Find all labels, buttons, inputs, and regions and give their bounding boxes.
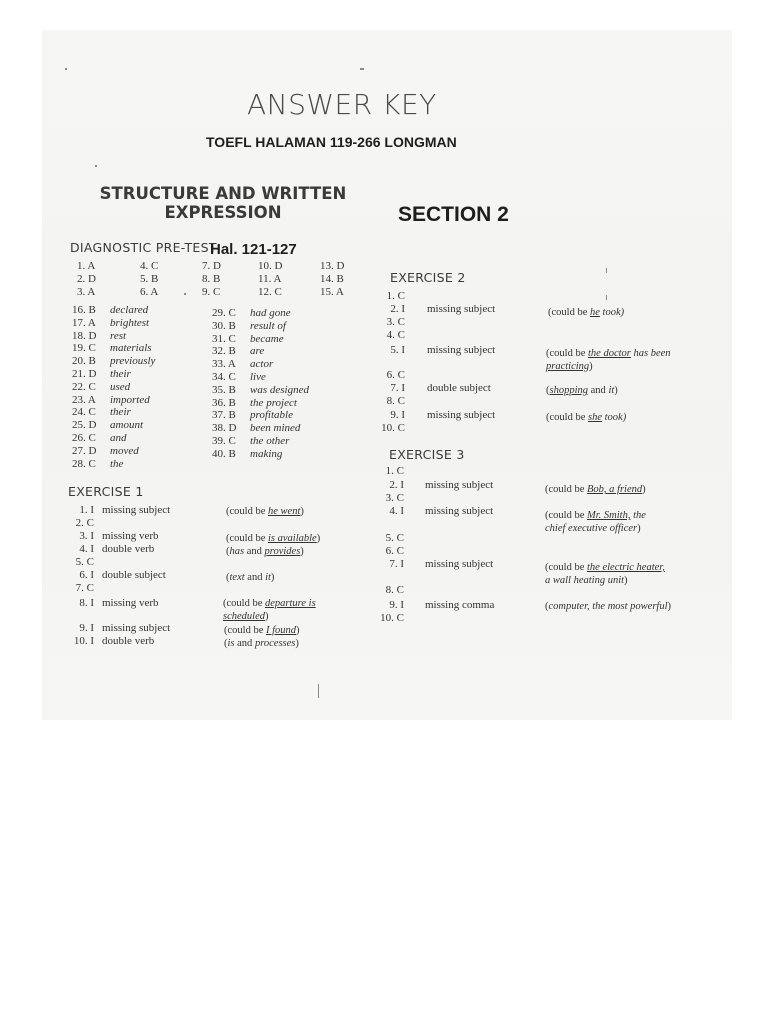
- diagnostic-answer: 6. A: [140, 286, 159, 298]
- answer-word: the other: [250, 434, 290, 447]
- answer-letter: 39. C: [212, 434, 236, 447]
- diagnostic-list-item: [72, 304, 155, 317]
- exercise2-answer-number: 5. I: [390, 344, 405, 356]
- exercise1-answer-reason: missing verb: [102, 597, 159, 609]
- exercise1-answer-number: 3. I: [79, 530, 94, 542]
- answer-word: moved: [110, 444, 139, 457]
- exercise1-note-1: (could be he went): [226, 506, 304, 517]
- answer-word: profitable: [250, 409, 293, 422]
- answer-word: are: [250, 345, 265, 358]
- page-subtitle: TOEFL HALAMAN 119-266 LONGMAN: [206, 134, 457, 150]
- exercise2-answer-reason: missing subject: [427, 344, 496, 356]
- scan-speck: [65, 68, 67, 70]
- answer-word: previously: [110, 355, 156, 368]
- answer-word: their: [110, 367, 131, 380]
- exercise3-answer-reason: missing subject: [425, 558, 494, 570]
- answer-letter: 23. A: [72, 393, 96, 406]
- exercise1-answer-reason: missing subject: [102, 622, 171, 634]
- diagnostic-list-item: [72, 317, 155, 330]
- exercise2-answer-number: 4. C: [386, 329, 405, 341]
- answer-letter: 34. C: [212, 370, 236, 383]
- diagnostic-list-item: [72, 368, 155, 381]
- exercise1-note-4: (has and provides): [226, 546, 304, 557]
- exercise3-answer-number: 7. I: [389, 558, 404, 570]
- exercise3-note-4: (could be Mr. Smith, the chief executive officer): [545, 510, 646, 534]
- answer-letter: 38. D: [212, 422, 237, 435]
- diagnostic-list-item: [212, 345, 309, 358]
- diagnostic-list-item: [72, 394, 155, 407]
- diagnostic-list-item: [72, 458, 155, 471]
- diagnostic-list-item: [72, 445, 155, 458]
- section-heading: SECTION 2: [398, 203, 509, 226]
- answer-word: live: [250, 370, 266, 383]
- diagnostic-list-item: [212, 320, 309, 333]
- answer-word: had gone: [250, 307, 291, 319]
- exercise2-answer-number: 1. C: [386, 290, 405, 302]
- exercise3-answer-number: 1. C: [385, 465, 404, 477]
- exercise1-answer-number: 8. I: [79, 597, 94, 609]
- exercise3-answer-number: 9. I: [389, 599, 404, 611]
- answer-letter: 40. B: [212, 447, 236, 460]
- diagnostic-list-item: [72, 419, 155, 432]
- exercise3-answer-number: 6. C: [385, 545, 404, 557]
- answer-word: was designed: [250, 383, 309, 396]
- answer-word: been mined: [250, 422, 301, 435]
- diagnostic-list-item: [212, 384, 309, 397]
- exercise2-answer-reason: missing subject: [427, 409, 496, 421]
- exercise2-answer-number: 10. C: [381, 422, 405, 434]
- answer-letter: 25. D: [72, 419, 97, 432]
- diagnostic-list-item: [72, 342, 155, 355]
- scan-speck: [606, 268, 607, 273]
- scan-speck: [606, 295, 607, 300]
- diagnostic-answer: 12. C: [258, 286, 282, 298]
- diagnostic-list-item: [212, 371, 309, 384]
- diagnostic-answer: 13. D: [320, 260, 345, 272]
- diagnostic-list-item: [72, 330, 155, 343]
- diagnostic-answer: 10. D: [258, 260, 283, 272]
- diagnostic-list-item: [212, 397, 309, 410]
- exercise1-answer-number: 10. I: [73, 635, 94, 647]
- exercise2-answer-reason: double subject: [427, 382, 491, 394]
- answer-letter: 32. B: [212, 345, 236, 358]
- answer-letter: 27. D: [72, 444, 97, 457]
- exercise1-answer-number: 6. I: [79, 569, 94, 581]
- exercise1-note-6: (text and it): [226, 572, 275, 583]
- answer-letter: 26. C: [72, 431, 96, 444]
- diagnostic-answer: 3. A: [77, 286, 96, 298]
- answer-letter: 37. B: [212, 409, 236, 422]
- answer-word: the project: [250, 396, 297, 409]
- diagnostic-answer: 2. D: [77, 273, 96, 285]
- exercise3-note-7: (could be the electric heater, a wall heating unit): [545, 562, 665, 586]
- answer-letter: 21. D: [72, 367, 97, 380]
- diagnostic-pages: Hal. 121-127: [210, 241, 297, 258]
- answer-word: rest: [110, 329, 127, 342]
- page-title: ANSWER KEY: [247, 88, 437, 121]
- diagnostic-list-item: [212, 307, 309, 320]
- diagnostic-heading: DIAGNOSTIC PRE-TEST: [70, 240, 217, 255]
- exercise2-note-7: (shopping and it): [546, 385, 618, 396]
- answer-letter: 35. B: [212, 383, 236, 396]
- diagnostic-list-item: [72, 406, 155, 419]
- exercise1-note-8: (could be departure is scheduled): [223, 598, 316, 622]
- answer-letter: 24. C: [72, 406, 96, 419]
- answer-word: used: [110, 380, 131, 393]
- answer-word: amount: [110, 419, 143, 432]
- answer-word: imported: [110, 393, 150, 406]
- answer-letter: 29. C: [212, 307, 236, 319]
- exercise2-answer-number: 7. I: [390, 382, 405, 394]
- diagnostic-answer: 7. D: [202, 260, 221, 272]
- diagnostic-list-item: [212, 422, 309, 435]
- answer-word: their: [110, 406, 131, 419]
- exercise1-answer-reason: double verb: [102, 543, 155, 555]
- exercise2-answer-number: 6. C: [386, 369, 405, 381]
- diagnostic-list-item: [212, 409, 309, 422]
- exercise3-answer-reason: missing subject: [425, 505, 494, 517]
- answer-letter: 30. B: [212, 319, 236, 332]
- diagnostic-list-item: [212, 448, 309, 461]
- exercise1-answer-number: 7. C: [75, 582, 94, 594]
- diagnostic-list-item: [212, 435, 309, 448]
- exercise3-answer-number: 4. I: [389, 505, 404, 517]
- diagnostic-answer: 14. B: [320, 273, 344, 285]
- diagnostic-answer: 8. B: [202, 273, 221, 285]
- diagnostic-list-item: [212, 333, 309, 346]
- exercise1-answer-number: 4. I: [79, 543, 94, 555]
- answer-word: actor: [250, 358, 274, 371]
- exercise3-answer-number: 2. I: [389, 479, 404, 491]
- answer-letter: 33. A: [212, 358, 236, 371]
- answer-letter: 16. B: [72, 304, 96, 316]
- structure-heading-line2: EXPRESSION: [164, 203, 282, 222]
- exercise2-answer-number: 8. C: [386, 395, 405, 407]
- answer-word: result of: [250, 319, 286, 332]
- exercise1-note-9: (could be I found): [224, 625, 300, 636]
- exercise1-answer-number: 5. C: [75, 556, 94, 568]
- scan-speck: [184, 293, 186, 295]
- exercise1-answer-reason: double subject: [102, 569, 166, 581]
- scan-speck: [360, 68, 364, 70]
- answer-letter: 28. C: [72, 457, 96, 470]
- exercise3-note-9: (computer, the most powerful): [545, 601, 671, 612]
- exercise3-answer-reason: missing comma: [425, 599, 495, 611]
- answer-word: and: [110, 431, 127, 444]
- exercise1-answer-number: 9. I: [79, 622, 94, 634]
- answer-letter: 36. B: [212, 396, 236, 409]
- scan-speck: [318, 684, 319, 698]
- exercise1-note-10: (is and processes): [224, 638, 299, 649]
- answer-word: making: [250, 447, 283, 460]
- exercise1-answer-reason: double verb: [102, 635, 155, 647]
- exercise3-heading: EXERCISE 3: [389, 447, 465, 462]
- exercise1-note-3: (could be is available): [226, 533, 321, 544]
- exercise3-note-2: (could be Bob, a friend): [545, 484, 646, 495]
- answer-letter: 17. A: [72, 316, 96, 329]
- exercise1-answer-number: 1. I: [79, 504, 94, 516]
- answer-letter: 31. C: [212, 332, 236, 345]
- exercise2-note-9: (could be she took): [546, 412, 627, 423]
- exercise3-answer-number: 10. C: [380, 612, 404, 624]
- exercise2-answer-number: 2. I: [390, 303, 405, 315]
- exercise3-answer-number: 8. C: [385, 584, 404, 596]
- diagnostic-list-16-28: [72, 304, 155, 470]
- exercise2-note-2: (could be he took): [548, 307, 625, 318]
- structure-heading-line1: STRUCTURE AND WRITTEN: [99, 184, 347, 203]
- answer-word: materials: [110, 342, 152, 355]
- exercise1-answer-reason: missing subject: [102, 504, 171, 516]
- exercise2-note-5: (could be the doctor has been practicing): [546, 348, 671, 372]
- answer-word: brightest: [110, 316, 150, 329]
- diagnostic-answer: 15. A: [320, 286, 344, 298]
- exercise2-answer-reason: missing subject: [427, 303, 496, 315]
- diagnostic-answer: 4. C: [140, 260, 159, 272]
- answer-word: declared: [110, 304, 149, 316]
- structure-heading: [83, 184, 363, 222]
- diagnostic-list-29-40: [212, 307, 309, 461]
- answer-letter: 20. B: [72, 355, 96, 368]
- diagnostic-list-item: [212, 358, 309, 371]
- diagnostic-list-item: [72, 355, 155, 368]
- diagnostic-list-item: [72, 432, 155, 445]
- exercise3-answer-number: 5. C: [385, 532, 404, 544]
- exercise3-answer-number: 3. C: [385, 492, 404, 504]
- answer-word: became: [250, 332, 284, 345]
- answer-letter: 19. C: [72, 342, 96, 355]
- exercise3-answer-reason: missing subject: [425, 479, 494, 491]
- diagnostic-list-item: [72, 381, 155, 394]
- exercise2-heading: EXERCISE 2: [390, 270, 466, 285]
- diagnostic-answer: 9. C: [202, 286, 221, 298]
- diagnostic-answer: 1. A: [77, 260, 96, 272]
- exercise2-answer-number: 3. C: [386, 316, 405, 328]
- diagnostic-answer: 5. B: [140, 273, 159, 285]
- exercise1-answer-number: 2. C: [75, 517, 94, 529]
- scan-speck: [95, 165, 97, 167]
- diagnostic-answer: 11. A: [258, 273, 282, 285]
- answer-letter: 22. C: [72, 380, 96, 393]
- answer-word: the: [110, 457, 124, 470]
- exercise1-heading: EXERCISE 1: [68, 484, 144, 499]
- answer-letter: 18. D: [72, 329, 97, 342]
- exercise2-answer-number: 9. I: [390, 409, 405, 421]
- exercise1-answer-reason: missing verb: [102, 530, 159, 542]
